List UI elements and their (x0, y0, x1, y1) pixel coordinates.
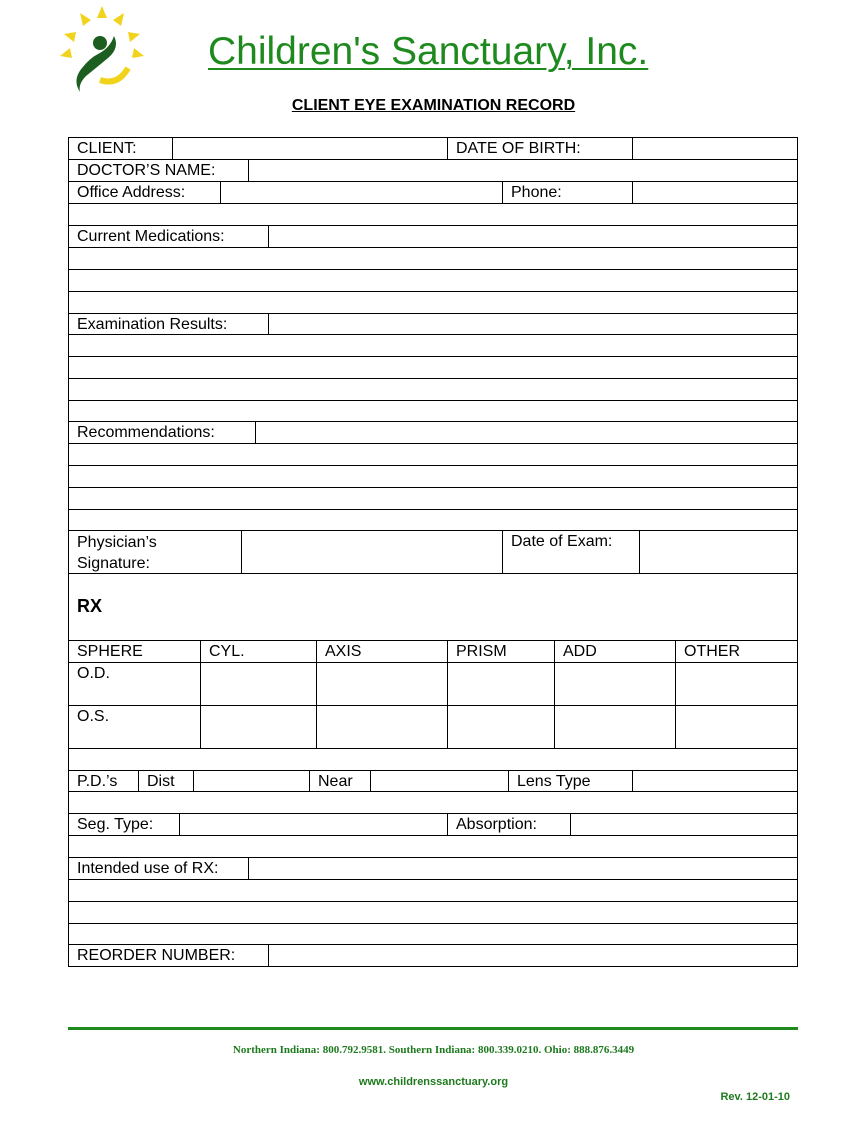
recommendations-line[interactable] (68, 487, 798, 510)
rx-od-axis-input[interactable] (316, 662, 448, 706)
examination-results-line[interactable] (68, 356, 798, 379)
recommendations-line[interactable] (68, 443, 798, 466)
doctors-name-label: DOCTOR’S NAME: (68, 159, 249, 182)
seg-type-label: Seg. Type: (68, 813, 180, 836)
rx-os-other-input[interactable] (675, 705, 798, 749)
rx-column-sphere: SPHERE (68, 640, 201, 663)
rx-od-other-input[interactable] (675, 662, 798, 706)
intended-use-line[interactable] (68, 923, 798, 945)
date-of-exam-input[interactable] (639, 530, 798, 574)
physicians-signature-input[interactable] (241, 530, 503, 574)
footer-divider (68, 1027, 798, 1030)
doctors-name-input[interactable] (248, 159, 798, 182)
rx-column-axis: AXIS (316, 640, 448, 663)
recommendations-label: Recommendations: (68, 421, 256, 444)
office-address-label: Office Address: (68, 181, 221, 204)
rx-row-os-label: O.S. (68, 705, 201, 749)
examination-results-line[interactable] (68, 378, 798, 401)
examination-results-line[interactable] (68, 400, 798, 422)
intended-use-label: Intended use of RX: (68, 857, 249, 880)
absorption-input[interactable] (570, 813, 798, 836)
seg-type-input[interactable] (179, 813, 448, 836)
examination-results-input[interactable] (268, 313, 798, 335)
intended-use-line[interactable] (68, 879, 798, 902)
blank-row (68, 203, 798, 226)
rx-column-other: OTHER (675, 640, 798, 663)
date-of-birth-label: DATE OF BIRTH: (447, 137, 633, 160)
examination-results-label: Examination Results: (68, 313, 269, 335)
footer-phone-numbers: Northern Indiana: 800.792.9581. Southern Indiana: 800.339.0210. Ohio: 888.876.3449 (232, 1044, 635, 1056)
rx-column-cyl: CYL. (200, 640, 317, 663)
near-input[interactable] (370, 770, 509, 792)
intended-use-input[interactable] (248, 857, 798, 880)
recommendations-input[interactable] (255, 421, 798, 444)
rx-os-cyl-input[interactable] (200, 705, 317, 749)
phone-label: Phone: (502, 181, 633, 204)
blank-row (68, 791, 798, 814)
rx-row-od-label: O.D. (68, 662, 201, 706)
pds-label: P.D.’s (68, 770, 139, 792)
form-title: CLIENT EYE EXAMINATION RECORD (291, 97, 576, 114)
rx-os-add-input[interactable] (554, 705, 676, 749)
absorption-label: Absorption: (447, 813, 571, 836)
intended-use-line[interactable] (68, 901, 798, 924)
childrens-sanctuary-logo-icon (58, 6, 146, 94)
rx-os-axis-input[interactable] (316, 705, 448, 749)
phone-input[interactable] (632, 181, 798, 204)
current-medications-line[interactable] (68, 269, 798, 292)
lens-type-label: Lens Type (508, 770, 633, 792)
rx-column-prism: PRISM (447, 640, 555, 663)
lens-type-input[interactable] (632, 770, 798, 792)
blank-row (68, 835, 798, 858)
rx-od-prism-input[interactable] (447, 662, 555, 706)
revision-label: Rev. 12-01-10 (720, 1091, 790, 1103)
blank-row (68, 748, 798, 771)
reorder-number-label: REORDER NUMBER: (68, 944, 269, 967)
date-of-birth-input[interactable] (632, 137, 798, 160)
rx-od-cyl-input[interactable] (200, 662, 317, 706)
near-label: Near (309, 770, 371, 792)
current-medications-label: Current Medications: (68, 225, 269, 248)
footer-website-link[interactable]: www.childrenssanctuary.org (358, 1076, 509, 1088)
rx-heading: RX (68, 573, 798, 641)
current-medications-input[interactable] (268, 225, 798, 248)
physicians-signature-label: Physician’s Signature: (68, 530, 242, 574)
organization-name: Children's Sanctuary, Inc. (208, 30, 649, 73)
rx-os-prism-input[interactable] (447, 705, 555, 749)
date-of-exam-label: Date of Exam: (502, 530, 640, 574)
client-input[interactable] (172, 137, 448, 160)
dist-input[interactable] (193, 770, 310, 792)
current-medications-line[interactable] (68, 291, 798, 314)
rx-od-add-input[interactable] (554, 662, 676, 706)
rx-column-add: ADD (554, 640, 676, 663)
dist-label: Dist (138, 770, 194, 792)
current-medications-line[interactable] (68, 247, 798, 270)
recommendations-line[interactable] (68, 465, 798, 488)
office-address-input[interactable] (220, 181, 503, 204)
examination-results-line[interactable] (68, 334, 798, 357)
recommendations-line[interactable] (68, 509, 798, 531)
client-label: CLIENT: (68, 137, 173, 160)
reorder-number-input[interactable] (268, 944, 798, 967)
